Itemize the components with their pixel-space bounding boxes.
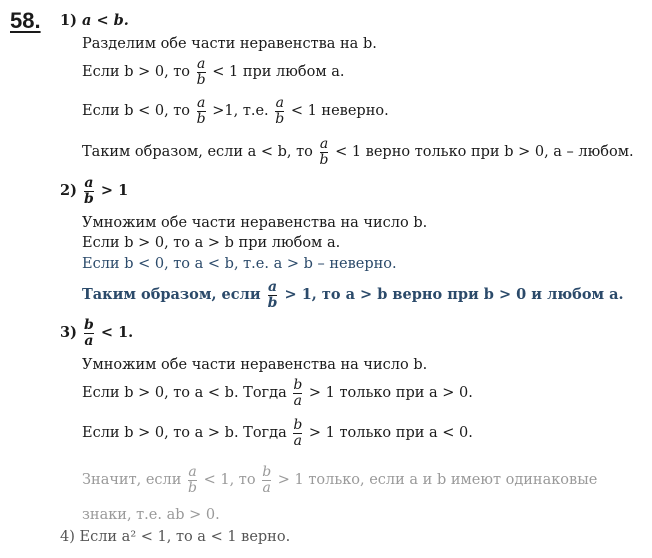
part1-line2-post: < 1 при любом a. [212, 64, 345, 81]
part3-line4-pre: Значит, если [82, 472, 182, 489]
part1-line2-pre: Если b > 0, то [82, 64, 191, 81]
part3-line2-pre: Если b > 0, то a < b. Тогда [82, 385, 287, 402]
numerator: a [84, 175, 94, 191]
denominator: a [293, 432, 302, 449]
part3-label: 3) [60, 324, 77, 342]
part1-line3-fraction2 [275, 96, 284, 126]
part3-line3-fraction [293, 418, 302, 448]
part3-line3-post: > 1 только при a < 0. [308, 425, 473, 442]
numerator: a [275, 95, 284, 111]
part1-line2-fraction [197, 57, 206, 87]
part3-line5: знаки, т.е. ab > 0. [82, 507, 220, 523]
numerator: b [293, 417, 303, 433]
numerator: a [196, 95, 206, 111]
numerator: a [188, 464, 197, 480]
denominator: a [293, 392, 302, 409]
part3-line4-mid: < 1, то [203, 472, 256, 489]
part1-line3-fraction [197, 96, 206, 126]
denominator: b [196, 71, 206, 88]
part3-line3 [82, 418, 473, 448]
part2-line4-post: > 1, то a > b верно при b > 0 и любом a. [284, 286, 624, 304]
part3-line3-pre: Если b > 0, то a > b. Тогда [82, 425, 287, 442]
part2-line1: Умножим обе части неравенства на число b. [82, 215, 428, 231]
denominator: b [196, 110, 206, 127]
part3-line4-post: > 1 только, если a и b имеют одинаковые [277, 472, 598, 489]
denominator: b [188, 479, 197, 496]
numerator: a [268, 279, 278, 295]
numerator: a [319, 136, 329, 152]
part3-header [60, 318, 133, 348]
part1-header [60, 14, 129, 29]
part1-line4 [82, 137, 634, 167]
part3-line2 [82, 378, 473, 408]
denominator: b [84, 190, 94, 207]
problem-number: 58. [10, 8, 41, 33]
part3-line4-fraction [188, 465, 197, 495]
denominator: a [262, 479, 271, 496]
part1-line1: Разделим обе части неравенства на b. [82, 36, 377, 52]
denominator: b [275, 110, 285, 127]
part1-label: 1) [60, 12, 77, 29]
part3-line2-post: > 1 только при a > 0. [308, 385, 473, 402]
part1-line3-pre: Если b < 0, то [82, 103, 191, 120]
denominator: a [84, 332, 94, 349]
part2-header [60, 176, 128, 206]
part1-line4-pre: Таким образом, если a < b, то [82, 144, 313, 161]
part2-line2: Если b > 0, то a > b при любом a. [82, 235, 341, 251]
part3-line4-fraction2 [262, 465, 271, 495]
part4-line: 4) Если a² < 1, то a < 1 верно. [60, 529, 291, 545]
part2-fraction [84, 176, 94, 206]
denominator: b [319, 151, 329, 168]
part3-line4 [82, 465, 597, 495]
numerator: b [84, 317, 94, 333]
part3-line1: Умножим обе части неравенства на число b. [82, 357, 428, 373]
part1-line3-mid: >1, т.е. [212, 103, 269, 120]
denominator: b [267, 294, 278, 311]
part3-line2-fraction [293, 378, 302, 408]
part1-line3-post: < 1 неверно. [290, 103, 389, 120]
part2-line4-pre: Таким образом, если [82, 286, 261, 304]
part3-fraction [84, 318, 94, 348]
numerator: b [262, 464, 272, 480]
part1-line2 [82, 57, 344, 87]
part2-line3: Если b < 0, то a < b, т.е. a > b – неверно. [82, 256, 397, 272]
part2-line4-fraction [268, 280, 278, 310]
part2-condition: > 1 [100, 182, 129, 200]
part3-condition: < 1. [100, 324, 134, 342]
part2-line4 [82, 280, 624, 310]
part1-line3 [82, 96, 389, 126]
part1-condition: a < b. [82, 12, 129, 29]
part2-label: 2) [60, 182, 77, 200]
part1-line4-post: < 1 верно только при b > 0, a – любом. [335, 144, 634, 161]
numerator: a [196, 56, 206, 72]
part1-line4-fraction [320, 137, 329, 167]
numerator: b [293, 377, 303, 393]
